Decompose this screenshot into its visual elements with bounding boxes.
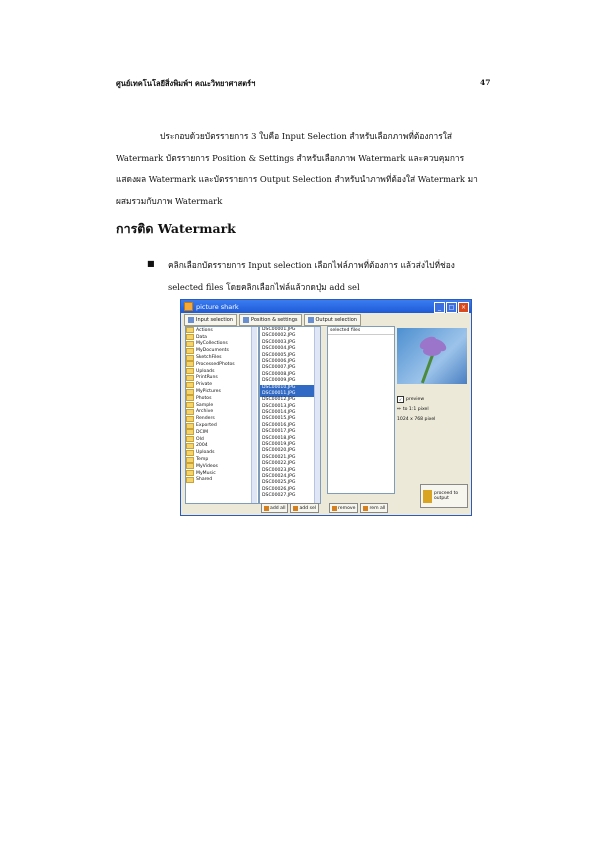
bullet-icon: ■ (147, 259, 155, 268)
output-tab-icon (308, 317, 314, 323)
file-item[interactable]: DSC00012.JPG (262, 397, 296, 403)
folder-icon (186, 361, 194, 367)
tree-item-label: MyVideos (196, 463, 218, 469)
tree-item-label: DCIM (196, 429, 209, 435)
file-buttons (261, 503, 319, 513)
folder-icon (186, 416, 194, 422)
file-item[interactable]: DSC00007.JPG (262, 365, 296, 371)
tree-item[interactable] (186, 409, 258, 416)
proceed-button[interactable] (420, 484, 468, 508)
window-title: picture shark (196, 302, 239, 311)
file-item[interactable]: DSC00026.JPG (262, 486, 296, 492)
tree-item[interactable] (186, 470, 258, 477)
file-item[interactable]: DSC00021.JPG (262, 454, 296, 460)
tree-item-label: MyDocuments (196, 348, 229, 354)
tree-item[interactable] (186, 463, 258, 470)
tree-item-label: Data (196, 334, 207, 340)
flower-petal (423, 346, 441, 356)
remove-all-button[interactable] (360, 503, 388, 513)
button-label: rem all (369, 505, 386, 511)
folder-icon (186, 409, 194, 415)
tree-item[interactable] (186, 429, 258, 436)
tree-item-label: Private (196, 382, 213, 388)
minimize-icon[interactable]: _ (434, 302, 445, 313)
folder-icon (186, 395, 194, 401)
tree-item-label: Photos (196, 395, 212, 401)
tree-item[interactable] (186, 354, 258, 361)
folder-icon (186, 355, 194, 361)
selected-files-label: selected files (328, 327, 394, 335)
tree-item-label: Uploads (196, 368, 215, 374)
file-item[interactable]: DSC00003.JPG (262, 339, 296, 345)
tree-item[interactable] (186, 375, 258, 382)
tree-item-label: ProcessedPhotos (196, 361, 235, 367)
file-item[interactable]: DSC00013.JPG (262, 403, 296, 409)
remove-icon (363, 506, 368, 511)
folder-icon (186, 368, 194, 374)
tree-item-label: Old (196, 436, 204, 442)
folder-icon (186, 470, 194, 476)
paragraph-line: แสดงผล Watermark และบัตรรายการ Output Selection สำหรับนำภาพที่ต้องใส่ Watermark มา (116, 174, 478, 184)
paragraph-line: ประกอบด้วยบัตรรายการ 3 ใบคือ Input Selection สำหรับเลือกภาพที่ต้องการใส่ (160, 131, 452, 141)
selected-buttons (329, 503, 388, 513)
tree-item-label: 2004 (196, 443, 208, 449)
folder-icon (186, 389, 194, 395)
tree-item[interactable] (186, 381, 258, 388)
add-sel-button[interactable] (290, 503, 319, 513)
folder-icon (186, 429, 194, 435)
file-item[interactable]: DSC00015.JPG (262, 416, 296, 422)
tree-item-label: MyCollections (196, 341, 228, 347)
paragraph-line: Watermark บัตรรายการ Position & Settings สำหรับเลือกภาพ Watermark และควบคุมการ (116, 152, 465, 163)
file-item[interactable]: DSC00001.JPG (262, 327, 296, 332)
input-tab-icon (188, 317, 194, 323)
folder-icon (186, 457, 194, 463)
file-item[interactable]: DSC00009.JPG (262, 378, 296, 384)
app-icon (184, 302, 193, 311)
file-item[interactable]: DSC00017.JPG (262, 429, 296, 435)
file-item[interactable]: DSC00005.JPG (262, 352, 296, 358)
file-item[interactable]: DSC00002.JPG (262, 333, 296, 339)
tree-item[interactable] (186, 402, 258, 409)
folder-icon (186, 341, 194, 347)
selected-files-list[interactable] (327, 326, 395, 494)
folder-icon (186, 334, 194, 340)
file-list-scrollbar[interactable] (314, 327, 320, 503)
tree-item-label: Archive (196, 409, 214, 415)
tree-item[interactable] (186, 341, 258, 348)
file-item[interactable]: DSC00019.JPG (262, 442, 296, 448)
tree-item-label: Sample (196, 402, 214, 408)
button-label: remove (338, 505, 356, 511)
folder-icon (186, 402, 194, 408)
button-label: add all (270, 505, 286, 511)
paragraph-line: ผสมรวมกับภาพ Watermark (116, 195, 223, 206)
add-icon (293, 506, 298, 511)
button-label: add sel (299, 505, 317, 511)
folder-icon (186, 463, 194, 469)
tab-bar (181, 313, 471, 327)
tab-output-selection[interactable] (304, 314, 361, 326)
tree-item-label: Actions (196, 327, 213, 333)
folder-icon (186, 375, 194, 381)
tree-item[interactable] (186, 436, 258, 443)
tab-label: Output selection (315, 317, 357, 323)
folder-icon (186, 423, 194, 429)
file-list[interactable] (259, 326, 321, 504)
tree-item-label: Uploads (196, 450, 215, 456)
tree-item-label: PrintRuns (196, 375, 218, 381)
settings-tab-icon (243, 317, 249, 323)
zoom-icon: ⇔ (397, 406, 401, 412)
option-label: 1024 x 768 pixel (397, 416, 436, 422)
shark-icon (423, 490, 432, 503)
button-label: proceed to output (433, 491, 459, 501)
tree-item-label: SketchFiles (196, 355, 222, 361)
file-item[interactable]: DSC00014.JPG (262, 410, 296, 416)
tree-item[interactable] (186, 477, 258, 484)
tree-item[interactable] (186, 368, 258, 375)
preview-options (397, 394, 435, 424)
body-paragraph (116, 126, 492, 212)
file-item[interactable]: DSC00006.JPG (262, 358, 296, 364)
file-item[interactable]: DSC00022.JPG (262, 461, 296, 467)
folder-tree[interactable] (185, 326, 259, 504)
bullet-text-line-1: คลิกเลือกบัตรรายการ Input selection เลือกไฟล์ภาพที่ต้องการ แล้วส่งไปที่ช่อง (168, 260, 455, 270)
tree-item[interactable] (186, 443, 258, 450)
tree-item[interactable] (186, 361, 258, 368)
folder-icon (186, 450, 194, 456)
tab-position-settings[interactable] (239, 314, 301, 326)
tree-item[interactable] (186, 449, 258, 456)
file-item[interactable]: DSC00011.JPG (260, 391, 320, 397)
preview-checkbox[interactable]: ✓ (398, 396, 403, 402)
file-item[interactable]: DSC00010.JPG (260, 385, 320, 391)
tab-label: Input selection (196, 317, 234, 323)
file-item[interactable]: DSC00018.JPG (262, 435, 296, 441)
tab-input-selection[interactable] (184, 314, 237, 326)
folder-icon (186, 327, 194, 333)
folder-icon (186, 436, 194, 442)
tree-item[interactable] (186, 456, 258, 463)
file-item[interactable]: DSC00016.JPG (262, 422, 296, 428)
maximize-icon[interactable]: □ (446, 302, 457, 313)
close-icon[interactable]: × (458, 302, 469, 313)
tree-item[interactable] (186, 422, 258, 429)
file-item[interactable]: DSC00025.JPG (262, 480, 296, 486)
tree-item[interactable] (186, 395, 258, 402)
page-number: 47 (480, 78, 491, 87)
page-header: ศูนย์เทคโนโลยีสิ่งพิมพ์ฯ คณะวิทยาศาสตร์ฯ (116, 79, 256, 88)
file-item[interactable]: DSC00023.JPG (262, 467, 296, 473)
bullet-text-line-2: selected files โดยคลิกเลือกไฟล์แล้วกดปุ่ม add sel (168, 282, 360, 292)
add-all-button[interactable] (261, 503, 288, 513)
file-item[interactable]: DSC00008.JPG (262, 371, 296, 377)
tree-item-label: Temp (196, 457, 209, 463)
file-item[interactable]: DSC00024.JPG (262, 473, 296, 479)
preview-image (397, 328, 467, 384)
option-label: preview (406, 396, 425, 402)
file-item[interactable]: DSC00020.JPG (262, 448, 296, 454)
add-icon (264, 506, 269, 511)
tree-item-label: Shared (196, 477, 213, 483)
remove-icon (332, 506, 337, 511)
tree-item-label: Exported (196, 423, 217, 429)
tree-item[interactable] (186, 415, 258, 422)
tree-item[interactable] (186, 388, 258, 395)
folder-icon (186, 382, 194, 388)
tree-item[interactable] (186, 327, 258, 334)
tree-item-label: MyPictures (196, 389, 221, 395)
folder-icon (186, 477, 194, 483)
tree-item-label: MyMusic (196, 470, 216, 476)
tree-scrollbar[interactable] (251, 327, 257, 503)
tree-item[interactable] (186, 334, 258, 341)
tree-item[interactable] (186, 347, 258, 354)
remove-button[interactable] (329, 503, 358, 513)
window-titlebar (181, 300, 471, 313)
file-item[interactable]: DSC00004.JPG (262, 346, 296, 352)
section-heading: การติด Watermark (116, 221, 236, 236)
tree-item-label: Renders (196, 416, 215, 422)
tab-label: Position & settings (251, 317, 298, 323)
option-label: to 1:1 pixel (402, 406, 429, 412)
folder-icon (186, 348, 194, 354)
file-item[interactable]: DSC00027.JPG (262, 493, 296, 499)
folder-icon (186, 443, 194, 449)
app-window-screenshot (180, 299, 472, 516)
